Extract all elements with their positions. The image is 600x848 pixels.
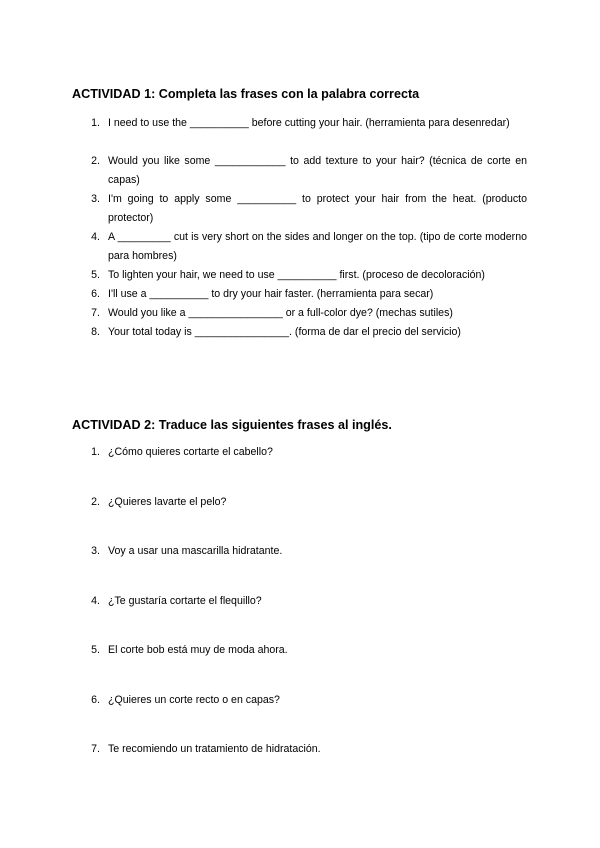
item-number: 1. — [91, 446, 100, 458]
item-number: 4. — [91, 231, 100, 243]
item-text: ¿Te gustaría cortarte el flequillo? — [108, 594, 262, 607]
item-number: 7. — [91, 307, 100, 319]
item-number: 5. — [91, 269, 100, 281]
item-number: 4. — [91, 594, 100, 607]
activity-1-label: ACTIVIDAD 1: — [72, 87, 156, 101]
item-text: Te recomiendo un tratamiento de hidratación. — [108, 743, 321, 755]
item-text: I need to use the __________ before cutting your hair. (herramienta para desenredar) — [108, 117, 510, 129]
item-text: ¿Quieres un corte recto o en capas? — [108, 693, 280, 706]
item-text: A _________ cut is very short on the sides and longer on the top. (tipo de corte moderno para hombres) — [108, 231, 527, 262]
item-number: 5. — [91, 644, 100, 656]
activity-2-label: ACTIVIDAD 2: — [72, 418, 156, 432]
item-number: 2. — [91, 155, 100, 167]
item-text: I'll use a __________ to dry your hair faster. (herramienta para secar) — [108, 288, 434, 300]
item-text: ¿Quieres lavarte el pelo? — [108, 495, 227, 508]
item-number: 6. — [91, 288, 100, 300]
item-number: 1. — [91, 117, 100, 129]
activity-1-title: Completa las frases con la palabra correcta — [155, 87, 420, 101]
item-number: 2. — [91, 495, 100, 508]
activity-1-heading — [72, 87, 419, 102]
item-text: To lighten your hair, we need to use __________ first. (proceso de decoloración) — [108, 269, 485, 281]
item-text: Would you like a ________________ or a full-color dye? (mechas sutiles) — [108, 307, 453, 319]
item-number: 3. — [91, 193, 100, 205]
item-text: Voy a usar una mascarilla hidratante. — [108, 545, 283, 557]
item-text: El corte bob está muy de moda ahora. — [108, 644, 288, 656]
item-number: 7. — [91, 743, 100, 755]
item-number: 8. — [91, 326, 100, 338]
item-text: Would you like some ____________ to add texture to your hair? (técnica de corte en capas) — [108, 155, 527, 186]
item-text: Your total today is ________________. (forma de dar el precio del servicio) — [108, 326, 461, 338]
item-text: I'm going to apply some __________ to protect your hair from the heat. (producto protector) — [108, 193, 527, 224]
item-number: 6. — [91, 693, 100, 706]
item-number: 3. — [91, 545, 100, 557]
activity-2-title: Traduce las siguientes frases al inglés. — [155, 418, 392, 432]
activity-2-heading — [72, 418, 392, 433]
item-text: ¿Cómo quieres cortarte el cabello? — [108, 446, 273, 458]
